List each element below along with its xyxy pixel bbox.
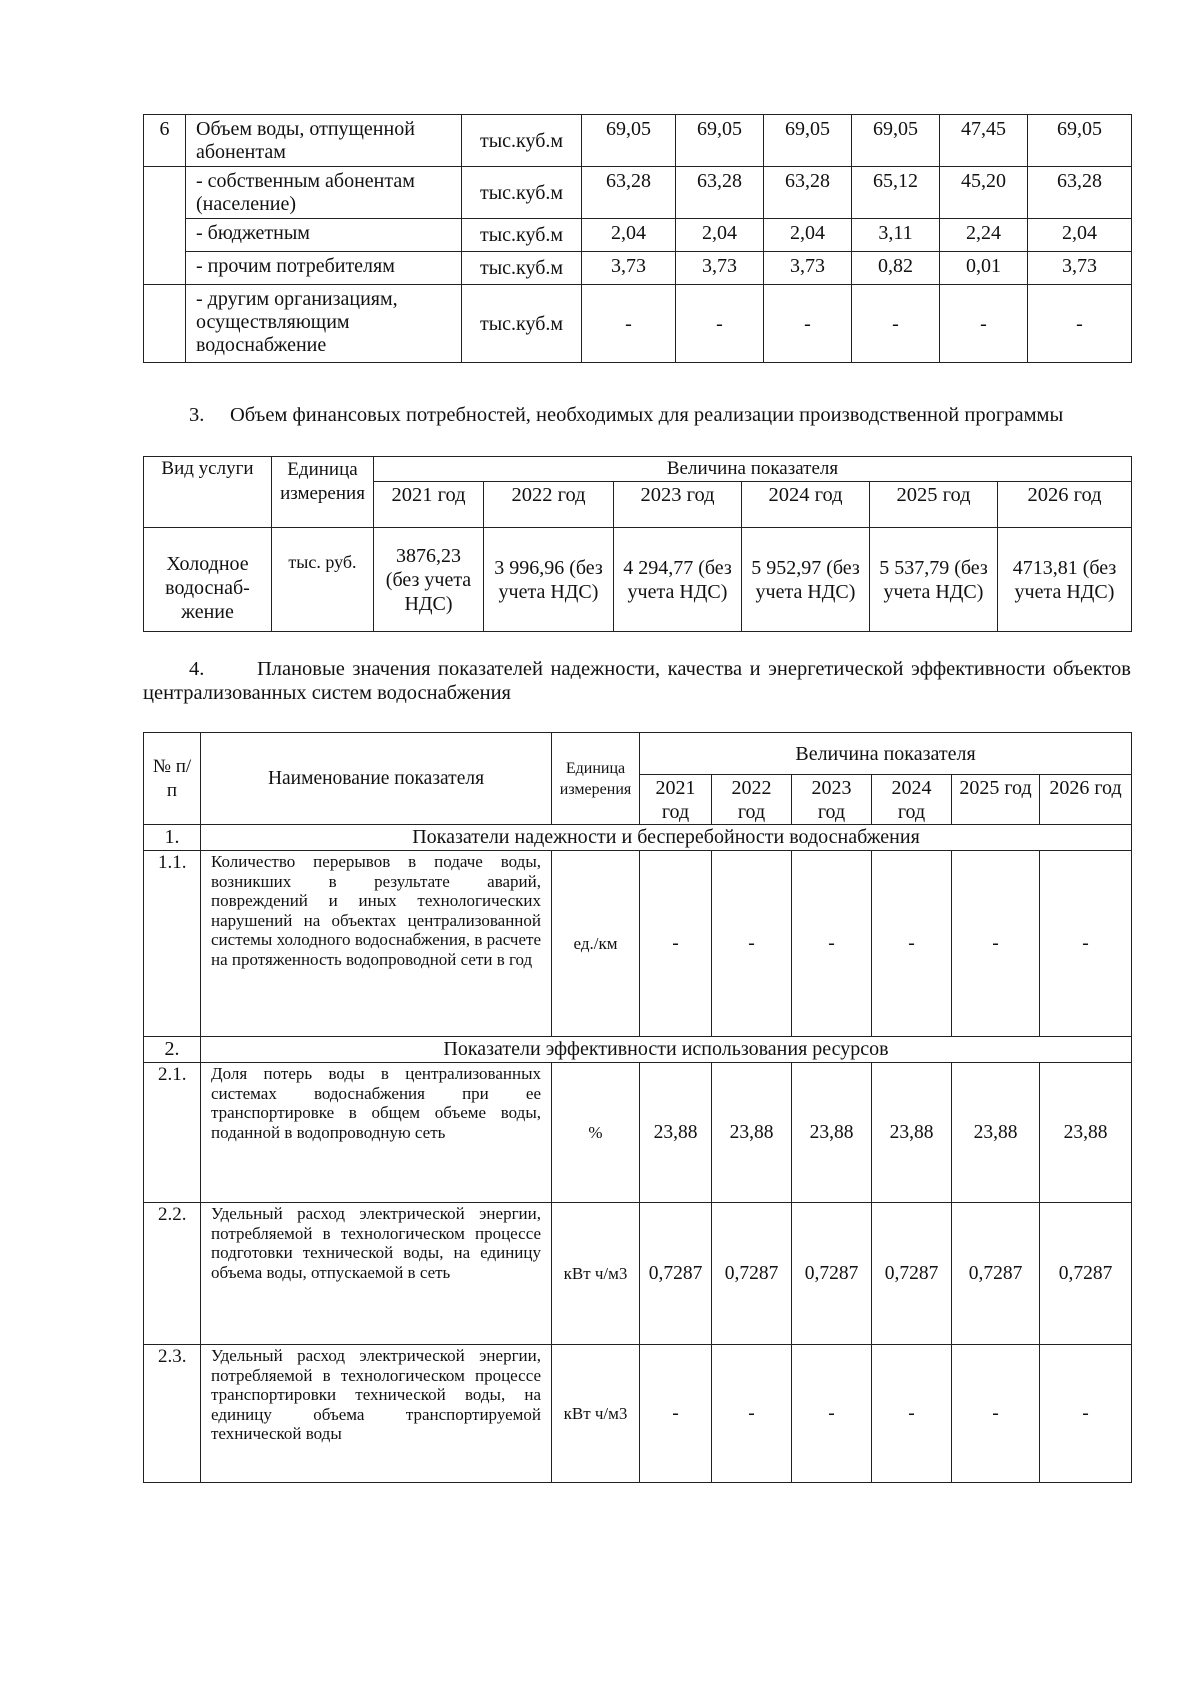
t3-section-title: Показатели эффективности использования ресурсов (201, 1037, 1132, 1063)
t1-row-value: - (676, 285, 764, 363)
table-row (144, 1203, 1132, 1345)
t3-row-value: - (952, 1345, 1040, 1483)
t3-section-row (144, 1037, 1132, 1063)
t3-row-value: - (1040, 1345, 1132, 1483)
t3-row-value: 0,7287 (952, 1203, 1040, 1345)
t3-row-name: Доля потерь воды в централизованных системах водоснабжения при ее транспортировке в общем объеме воды, поданной в водопроводную сеть (201, 1063, 552, 1203)
t1-row-value: 63,28 (764, 167, 852, 219)
t3-head-name: Наименование показателя (201, 733, 552, 825)
t1-row-value: 2,24 (940, 219, 1028, 252)
t3-row-unit: ед./км (552, 851, 640, 1037)
t3-row-value: - (640, 1345, 712, 1483)
t1-row-unit: тыс.куб.м (462, 167, 582, 219)
t2-year-header: 2022 год (484, 482, 614, 528)
t2-year-header: 2021 год (374, 482, 484, 528)
t1-row-value: 63,28 (676, 167, 764, 219)
t1-row-value: 47,45 (940, 115, 1028, 167)
t1-row-unit: тыс.куб.м (462, 115, 582, 167)
t3-row-value: - (872, 851, 952, 1037)
t1-row-value: 2,04 (1028, 219, 1132, 252)
t1-row-value: 63,28 (582, 167, 676, 219)
t3-year-header: 2025 год (952, 775, 1040, 825)
t3-section-title: Показатели надежности и бесперебойности водоснабжения (201, 825, 1132, 851)
t1-row-value: - (852, 285, 940, 363)
t1-row-value: 3,73 (582, 252, 676, 285)
table-row (144, 285, 1132, 363)
t3-year-header: 2023 год (792, 775, 872, 825)
t1-row-name: Объем воды, отпущенной абонентам (186, 115, 462, 167)
t1-row-value: 69,05 (676, 115, 764, 167)
t1-row-value: 69,05 (764, 115, 852, 167)
t1-row-value: 2,04 (764, 219, 852, 252)
t3-row-value: - (712, 851, 792, 1037)
t3-row-value: 23,88 (1040, 1063, 1132, 1203)
t1-row-name: - бюджетным (186, 219, 462, 252)
t3-row-value: 23,88 (872, 1063, 952, 1203)
t1-row-unit: тыс.куб.м (462, 252, 582, 285)
t3-row-value: 0,7287 (1040, 1203, 1132, 1345)
t3-row-unit: % (552, 1063, 640, 1203)
t3-row-number: 2.2. (144, 1203, 201, 1345)
t3-row-value: 0,7287 (640, 1203, 712, 1345)
t1-row-value: 3,73 (1028, 252, 1132, 285)
t2-head-value: Величина показателя (374, 457, 1132, 482)
t1-row-number (144, 285, 186, 363)
indicators-table (143, 732, 1132, 1483)
t2-year-header: 2024 год (742, 482, 870, 528)
t1-row-name: - прочим потребителям (186, 252, 462, 285)
t3-row-value: 23,88 (792, 1063, 872, 1203)
t3-year-header: 2022 год (712, 775, 792, 825)
t1-row-value: 3,73 (676, 252, 764, 285)
t3-year-header: 2026 год (1040, 775, 1132, 825)
t2-service: Холодное водоснаб-жение (144, 528, 272, 632)
table-row (144, 115, 1132, 167)
table-row (144, 1063, 1132, 1203)
t1-row-value: 63,28 (1028, 167, 1132, 219)
t1-row-name: - собственным абонентам (население) (186, 167, 462, 219)
water-volume-table (143, 114, 1132, 363)
t1-row-name: - другим организациям, осуществляющим водоснабжение (186, 285, 462, 363)
table-row (144, 252, 1132, 285)
t3-row-name: Удельный расход электрической энергии, потребляемой в технологическом процессе подготовки технической воды, на единицу объема воды, отпускаемой в сеть (201, 1203, 552, 1345)
t3-row-value: - (952, 851, 1040, 1037)
t2-value-2025: 5 537,79 (без учета НДС) (870, 528, 998, 632)
t1-row-value: - (764, 285, 852, 363)
t1-row-value: - (582, 285, 676, 363)
t1-row-value: 2,04 (676, 219, 764, 252)
t3-head-no: № п/п (144, 733, 201, 825)
t3-row-value: - (792, 1345, 872, 1483)
t3-row-number: 2.3. (144, 1345, 201, 1483)
t1-row-value: - (1028, 285, 1132, 363)
t2-value-2021: 3876,23 (без учета НДС) (374, 528, 484, 632)
table-row (144, 219, 1132, 252)
t3-row-unit: кВт ч/м3 (552, 1345, 640, 1483)
t3-row-number: 2.1. (144, 1063, 201, 1203)
table-row (144, 167, 1132, 219)
section-3-number: 3. (189, 404, 205, 426)
t1-row-number: 6 (144, 115, 186, 167)
t3-row-value: 23,88 (640, 1063, 712, 1203)
t3-head-unit: Единица измерения (552, 733, 640, 825)
t3-row-value: 23,88 (712, 1063, 792, 1203)
t1-row-value: 65,12 (852, 167, 940, 219)
t2-year-header: 2025 год (870, 482, 998, 528)
t3-row-value: 23,88 (952, 1063, 1040, 1203)
water-volume-table-body (144, 115, 1132, 363)
t3-head-value: Величина показателя (640, 733, 1132, 775)
section-4-title: Плановые значения показателей надежности, качества и энергетической эффективности объектов централизованных систем водоснабжения (143, 658, 1131, 704)
section-4-number: 4. (189, 658, 205, 680)
t2-value-2026: 4713,81 (без учета НДС) (998, 528, 1132, 632)
t3-row-value: - (712, 1345, 792, 1483)
t3-row-value: 0,7287 (712, 1203, 792, 1345)
t3-row-unit: кВт ч/м3 (552, 1203, 640, 1345)
t2-value-2023: 4 294,77 (без учета НДС) (614, 528, 742, 632)
t2-year-header: 2026 год (998, 482, 1132, 528)
t3-row-value: - (1040, 851, 1132, 1037)
t1-row-value: 3,73 (764, 252, 852, 285)
t2-unit: тыс. руб. (272, 528, 374, 632)
section-3-heading (143, 403, 1131, 427)
t3-row-value: - (872, 1345, 952, 1483)
t3-row-value: 0,7287 (872, 1203, 952, 1345)
table-row (144, 1345, 1132, 1483)
t1-row-value: 0,01 (940, 252, 1028, 285)
t1-row-value: 69,05 (582, 115, 676, 167)
t3-row-value: 0,7287 (792, 1203, 872, 1345)
financial-needs-table (143, 456, 1132, 632)
t3-row-name: Удельный расход электрической энергии, потребляемой в технологическом процессе транспортировки технической воды, на единицу объема транспортируемой технической воды (201, 1345, 552, 1483)
t1-row-value: 0,82 (852, 252, 940, 285)
t2-head-service: Вид услуги (144, 457, 272, 528)
t1-row-value: 69,05 (852, 115, 940, 167)
t1-row-number (144, 167, 186, 285)
t3-year-header: 2024 год (872, 775, 952, 825)
t1-row-value: 2,04 (582, 219, 676, 252)
t2-head-unit: Единица измерения (272, 457, 374, 528)
section-4-heading (143, 657, 1131, 705)
t3-section-row (144, 825, 1132, 851)
t2-value-2024: 5 952,97 (без учета НДС) (742, 528, 870, 632)
t1-row-value: 45,20 (940, 167, 1028, 219)
t3-row-name: Количество перерывов в подаче воды, возникших в результате аварий, повреждений и иных технологических нарушений на объектах централизованной системы холодного водоснабжения, в расчете на протяженность водопроводной сети в год (201, 851, 552, 1037)
indicators-table-body (144, 733, 1132, 1483)
t3-row-number: 1.1. (144, 851, 201, 1037)
t3-section-number: 1. (144, 825, 201, 851)
t1-row-value: 3,11 (852, 219, 940, 252)
t1-row-value: 69,05 (1028, 115, 1132, 167)
table-row (144, 851, 1132, 1037)
t2-year-header: 2023 год (614, 482, 742, 528)
section-3-title: Объем финансовых потребностей, необходимых для реализации производственной программы (230, 404, 1064, 426)
t3-row-value: - (640, 851, 712, 1037)
t3-row-value: - (792, 851, 872, 1037)
t1-row-unit: тыс.куб.м (462, 219, 582, 252)
t2-value-2022: 3 996,96 (без учета НДС) (484, 528, 614, 632)
t1-row-unit: тыс.куб.м (462, 285, 582, 363)
t3-section-number: 2. (144, 1037, 201, 1063)
t1-row-value: - (940, 285, 1028, 363)
t3-year-header: 2021 год (640, 775, 712, 825)
